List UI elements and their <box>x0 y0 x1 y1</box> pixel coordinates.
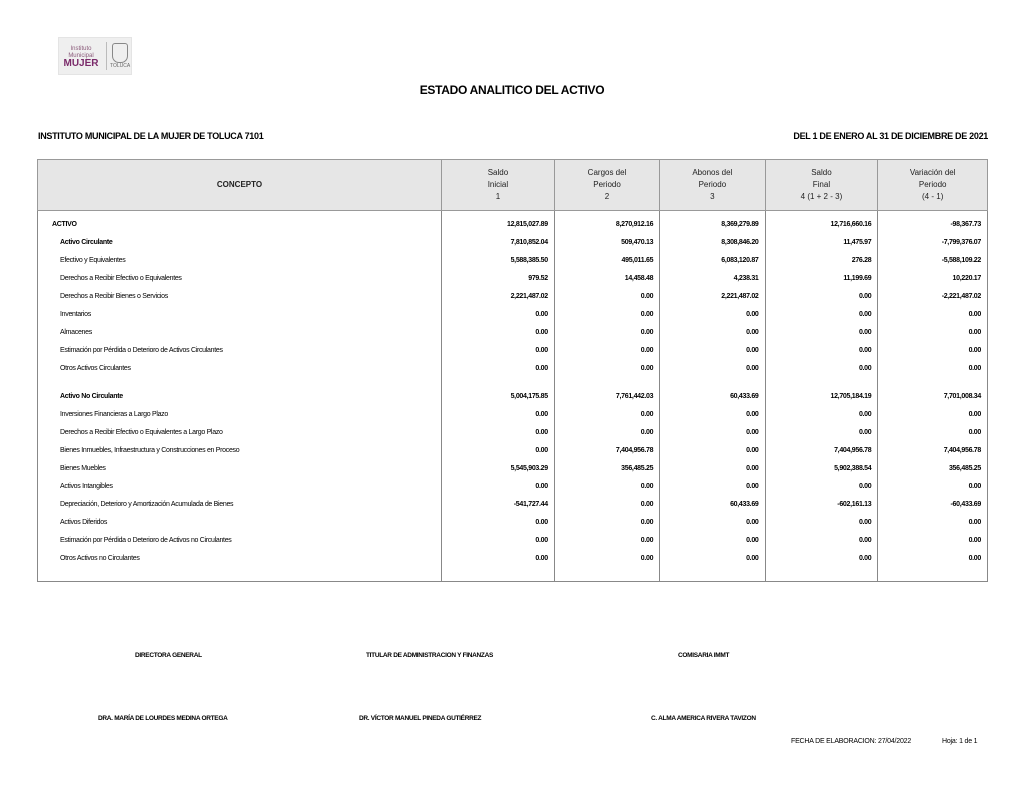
concepto-cell: Derechos a Recibir Efectivo o Equivalentes a Largo Plazo <box>38 423 442 441</box>
variacion-cell: 0.00 <box>878 513 988 531</box>
saldo-inicial-cell: 5,004,175.85 <box>442 387 555 405</box>
abonos-cell: 0.00 <box>660 549 765 567</box>
saldo-inicial-cell: 0.00 <box>442 477 555 495</box>
cargos-cell: 495,011.65 <box>554 251 659 269</box>
concepto-cell: Activos Diferidos <box>38 513 442 531</box>
abonos-cell: 60,433.69 <box>660 387 765 405</box>
concepto-cell: Inventarios <box>38 305 442 323</box>
variacion-cell: -2,221,487.02 <box>878 287 988 305</box>
saldo-inicial-cell: 979.52 <box>442 269 555 287</box>
cargos-cell: 0.00 <box>554 341 659 359</box>
cargos-cell: 14,458.48 <box>554 269 659 287</box>
elaboration-date: FECHA DE ELABORACION: 27/04/2022 <box>791 738 912 745</box>
variacion-cell: 7,701,008.34 <box>878 387 988 405</box>
table-row <box>38 269 988 287</box>
signature-name: DRA. MARÍA DE LOURDES MEDINA ORTEGA <box>98 715 228 722</box>
concepto-cell: Inversiones Financieras a Largo Plazo <box>38 405 442 423</box>
abonos-cell: 8,369,279.89 <box>660 211 765 234</box>
header-concepto: CONCEPTO <box>38 160 442 211</box>
variacion-cell: 0.00 <box>878 341 988 359</box>
signature-name: DR. VÍCTOR MANUEL PINEDA GUTIÉRREZ <box>359 715 482 722</box>
abonos-cell: 0.00 <box>660 513 765 531</box>
signature-role: DIRECTORA GENERAL <box>135 652 202 659</box>
abonos-cell: 0.00 <box>660 305 765 323</box>
variacion-cell: 0.00 <box>878 405 988 423</box>
table-row <box>38 233 988 251</box>
header-variacion: Variación del Periodo (4 - 1) <box>878 160 988 211</box>
cargos-cell: 356,485.25 <box>554 459 659 477</box>
coat-of-arms-icon <box>112 43 128 63</box>
concepto-cell: Estimación por Pérdida o Deterioro de Activos Circulantes <box>38 341 442 359</box>
variacion-cell: -60,433.69 <box>878 495 988 513</box>
table-header-row <box>38 160 988 211</box>
concepto-cell: Bienes Muebles <box>38 459 442 477</box>
table-row <box>38 495 988 513</box>
cargos-cell: 0.00 <box>554 423 659 441</box>
saldo-inicial-cell: 2,221,487.02 <box>442 287 555 305</box>
cargos-cell: 0.00 <box>554 405 659 423</box>
abonos-cell: 4,238.31 <box>660 269 765 287</box>
cargos-cell: 7,404,956.78 <box>554 441 659 459</box>
saldo-inicial-cell: 5,545,903.29 <box>442 459 555 477</box>
table-row <box>38 423 988 441</box>
cargos-cell: 509,470.13 <box>554 233 659 251</box>
variacion-cell: 0.00 <box>878 323 988 341</box>
variacion-cell: -5,588,109.22 <box>878 251 988 269</box>
table-row <box>38 513 988 531</box>
cargos-cell: 0.00 <box>554 531 659 549</box>
variacion-cell: -98,367.73 <box>878 211 988 234</box>
logo-text: Instituto <box>70 45 92 52</box>
saldo-inicial-cell: 0.00 <box>442 441 555 459</box>
cargos-cell: 0.00 <box>554 359 659 377</box>
saldo-inicial-cell: 12,815,027.89 <box>442 211 555 234</box>
concepto-cell: Otros Activos no Circulantes <box>38 549 442 567</box>
saldo-inicial-cell: 5,588,385.50 <box>442 251 555 269</box>
saldo-final-cell: 7,404,956.78 <box>765 441 878 459</box>
variacion-cell: 0.00 <box>878 477 988 495</box>
signature-role: TITULAR DE ADMINISTRACION Y FINANZAS <box>366 652 494 659</box>
saldo-final-cell: 12,705,184.19 <box>765 387 878 405</box>
cargos-cell: 0.00 <box>554 549 659 567</box>
table-row <box>38 549 988 567</box>
saldo-inicial-cell: 0.00 <box>442 423 555 441</box>
saldo-final-cell: 11,199.69 <box>765 269 878 287</box>
table-row <box>38 441 988 459</box>
table-row <box>38 211 988 234</box>
header-saldo-final: Saldo Final 4 (1 + 2 - 3) <box>765 160 878 211</box>
institute-logo <box>58 37 132 75</box>
abonos-cell: 0.00 <box>660 341 765 359</box>
saldo-final-cell: -602,161.13 <box>765 495 878 513</box>
table-row <box>38 405 988 423</box>
saldo-inicial-cell: 0.00 <box>442 405 555 423</box>
saldo-final-cell: 12,716,660.16 <box>765 211 878 234</box>
saldo-final-cell: 0.00 <box>765 405 878 423</box>
table-row <box>38 359 988 377</box>
abonos-cell: 60,433.69 <box>660 495 765 513</box>
cargos-cell: 0.00 <box>554 287 659 305</box>
cargos-cell: 0.00 <box>554 495 659 513</box>
page-number: Hoja: 1 de 1 <box>942 738 978 745</box>
saldo-inicial-cell: 0.00 <box>442 549 555 567</box>
table-row <box>38 251 988 269</box>
saldo-final-cell: 0.00 <box>765 477 878 495</box>
variacion-cell: 0.00 <box>878 531 988 549</box>
saldo-inicial-cell: 0.00 <box>442 341 555 359</box>
saldo-final-cell: 11,475.97 <box>765 233 878 251</box>
concepto-cell: Depreciación, Deterioro y Amortización Acumulada de Bienes <box>38 495 442 513</box>
logo-mujer-text: MUJER <box>63 57 99 69</box>
concepto-cell: Bienes Inmuebles, Infraestructura y Construcciones en Proceso <box>38 441 442 459</box>
header-abonos: Abonos del Periodo 3 <box>660 160 765 211</box>
report-title: ESTADO ANALITICO DEL ACTIVO <box>419 83 605 97</box>
saldo-inicial-cell: 0.00 <box>442 305 555 323</box>
abonos-cell: 0.00 <box>660 531 765 549</box>
table-row <box>38 459 988 477</box>
variacion-cell: 0.00 <box>878 549 988 567</box>
abonos-cell: 0.00 <box>660 441 765 459</box>
saldo-final-cell: 0.00 <box>765 323 878 341</box>
abonos-cell: 0.00 <box>660 459 765 477</box>
abonos-cell: 0.00 <box>660 405 765 423</box>
logo-text: Municipal <box>68 52 94 59</box>
saldo-final-cell: 0.00 <box>765 513 878 531</box>
variacion-cell: 0.00 <box>878 305 988 323</box>
table-row <box>38 287 988 305</box>
abonos-cell: 0.00 <box>660 477 765 495</box>
saldo-final-cell: 0.00 <box>765 359 878 377</box>
header-cargos: Cargos del Periodo 2 <box>554 160 659 211</box>
variacion-cell: 0.00 <box>878 359 988 377</box>
table-row <box>38 477 988 495</box>
saldo-inicial-cell: 0.00 <box>442 359 555 377</box>
table-row <box>38 323 988 341</box>
concepto-cell: Efectivo y Equivalentes <box>38 251 442 269</box>
saldo-final-cell: 0.00 <box>765 305 878 323</box>
header-saldo-inicial: Saldo Inicial 1 <box>442 160 555 211</box>
table-bottom-row <box>38 567 988 582</box>
cargos-cell: 0.00 <box>554 477 659 495</box>
saldo-final-cell: 0.00 <box>765 341 878 359</box>
concepto-cell: Otros Activos Circulantes <box>38 359 442 377</box>
logo-divider <box>106 42 107 70</box>
saldo-final-cell: 0.00 <box>765 287 878 305</box>
signature-name: C. ALMA AMERICA RIVERA TAVIZON <box>651 715 756 722</box>
saldo-final-cell: 5,902,388.54 <box>765 459 878 477</box>
abonos-cell: 0.00 <box>660 423 765 441</box>
variacion-cell: 7,404,956.78 <box>878 441 988 459</box>
logo-toluca-text: TOLUCA <box>110 63 131 69</box>
signature-role: COMISARIA IMMT <box>678 652 730 659</box>
variacion-cell: 10,220.17 <box>878 269 988 287</box>
concepto-cell: Activo No Circulante <box>38 387 442 405</box>
saldo-inicial-cell: 7,810,852.04 <box>442 233 555 251</box>
table-row <box>38 305 988 323</box>
concepto-cell: Estimación por Pérdida o Deterioro de Activos no Circulantes <box>38 531 442 549</box>
cargos-cell: 8,270,912.16 <box>554 211 659 234</box>
cargos-cell: 0.00 <box>554 323 659 341</box>
saldo-inicial-cell: 0.00 <box>442 531 555 549</box>
entity-name: INSTITUTO MUNICIPAL DE LA MUJER DE TOLUCA 7101 <box>38 131 264 141</box>
abonos-cell: 6,083,120.87 <box>660 251 765 269</box>
variacion-cell: 0.00 <box>878 423 988 441</box>
concepto-cell: Derechos a Recibir Efectivo o Equivalentes <box>38 269 442 287</box>
abonos-cell: 8,308,846.20 <box>660 233 765 251</box>
cargos-cell: 0.00 <box>554 513 659 531</box>
concepto-cell: Activos Intangibles <box>38 477 442 495</box>
spacer-row <box>38 377 988 387</box>
saldo-final-cell: 276.28 <box>765 251 878 269</box>
cargos-cell: 7,761,442.03 <box>554 387 659 405</box>
abonos-cell: 0.00 <box>660 323 765 341</box>
concepto-cell: Derechos a Recibir Bienes o Servicios <box>38 287 442 305</box>
report-period: DEL 1 DE ENERO AL 31 DE DICIEMBRE DE 2021 <box>793 131 988 141</box>
saldo-final-cell: 0.00 <box>765 549 878 567</box>
saldo-inicial-cell: 0.00 <box>442 323 555 341</box>
table-row <box>38 341 988 359</box>
table-row <box>38 531 988 549</box>
concepto-cell: Activo Circulante <box>38 233 442 251</box>
concepto-cell: ACTIVO <box>38 211 442 234</box>
assets-table <box>37 159 988 582</box>
abonos-cell: 2,221,487.02 <box>660 287 765 305</box>
cargos-cell: 0.00 <box>554 305 659 323</box>
saldo-inicial-cell: -541,727.44 <box>442 495 555 513</box>
abonos-cell: 0.00 <box>660 359 765 377</box>
table-row <box>38 387 988 405</box>
saldo-final-cell: 0.00 <box>765 531 878 549</box>
saldo-inicial-cell: 0.00 <box>442 513 555 531</box>
variacion-cell: -7,799,376.07 <box>878 233 988 251</box>
concepto-cell: Almacenes <box>38 323 442 341</box>
saldo-final-cell: 0.00 <box>765 423 878 441</box>
variacion-cell: 356,485.25 <box>878 459 988 477</box>
